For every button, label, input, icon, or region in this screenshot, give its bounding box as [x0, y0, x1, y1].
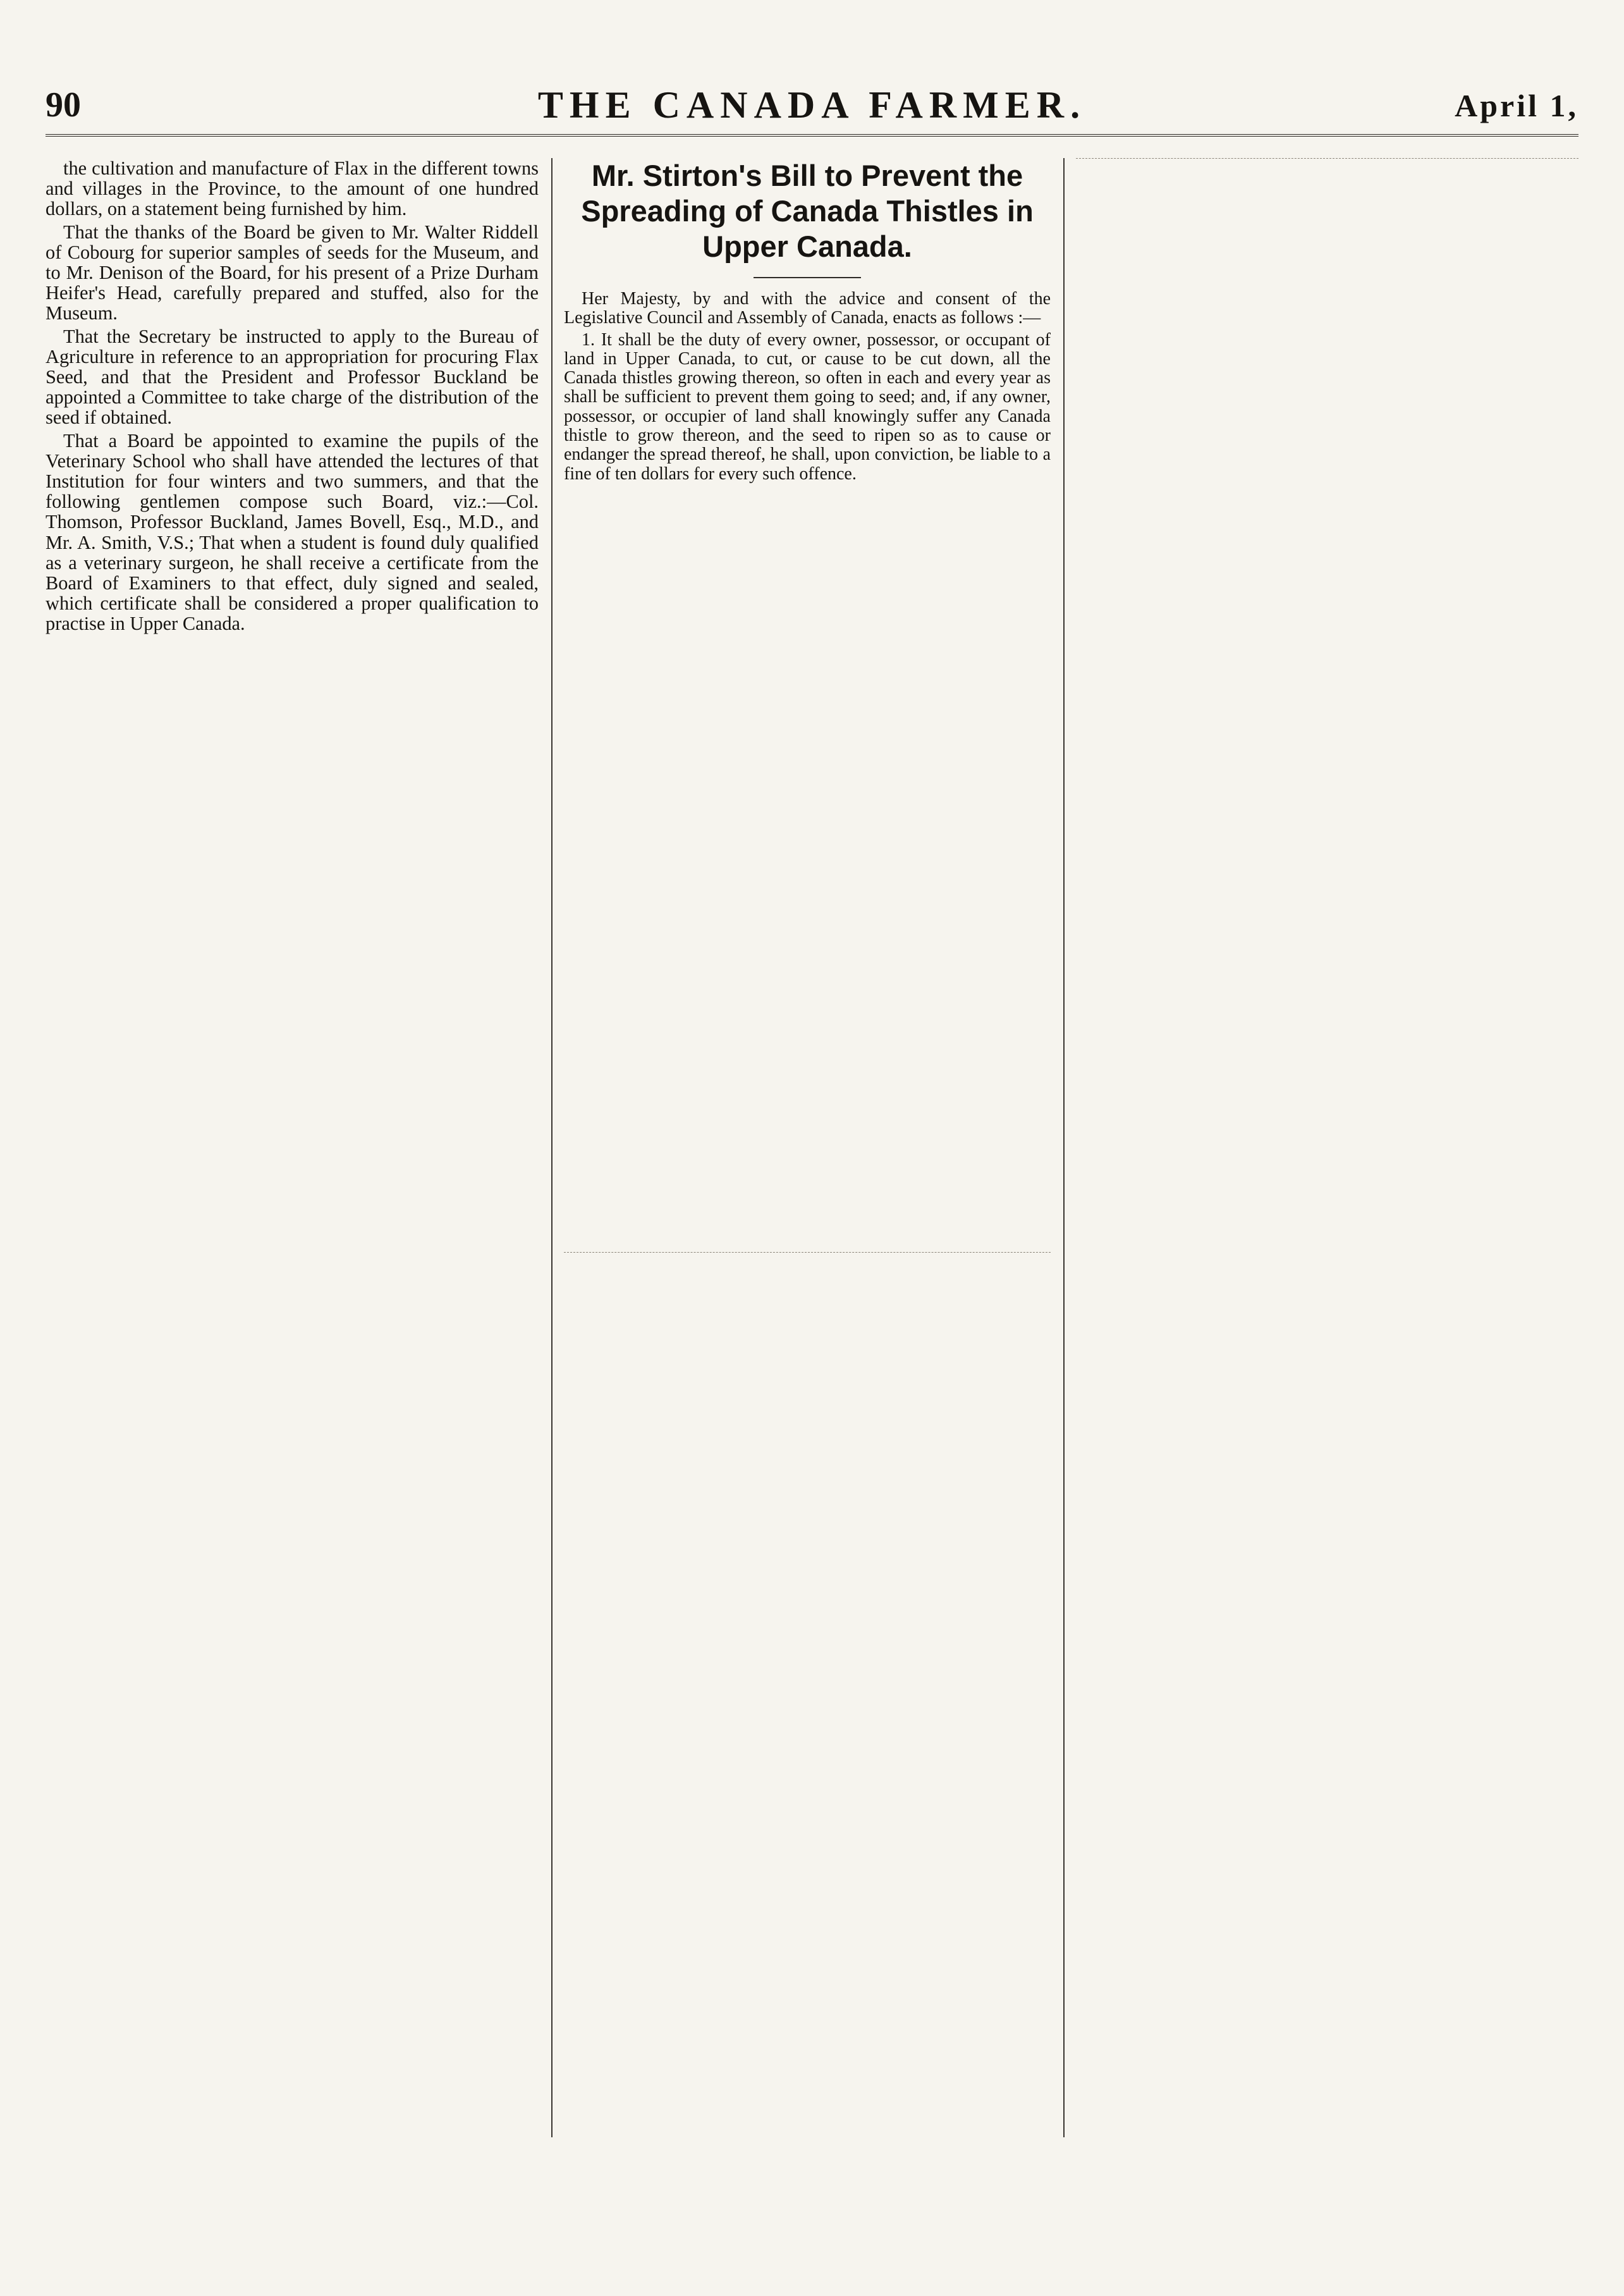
newspaper-title: THE CANADA FARMER. [537, 84, 1087, 126]
column-1 [46, 158, 539, 637]
paragraph: Her Majesty, by and with the advice and consent of the Legislative Council and Assembly of Canada, enacts as follows :— [564, 289, 1051, 328]
paragraph: That a Board be appointed to examine the pupils of the Veterinary School who shall have attended the lectures of that Institution for four winters and two summers, and that the following gentlemen compose such Board, viz.:—Col. Thomson, Professor Buckland, James Bovell, Esq., M.D., and Mr. A. Smith, V.S.; That when a student is found duly qualified as a veterinary surgeon, he shall receive a certificate from the Board of Examiners to that effect, duly signed and sealed, which certificate shall be considered a proper qualification to practise in Upper Canada. [46, 429, 539, 635]
column-2 [564, 158, 1051, 486]
paragraph: That the thanks of the Board be given to Mr. Walter Riddell of Cobourg for superior samples of seeds for the Museum, and to Mr. Denison of the Board, for his present of a Prize Durham Heifer's Head, carefully prepared and stuffed, also for the Museum. [46, 221, 539, 324]
unread-text-region [564, 1252, 1051, 2138]
paragraph: That the Secretary be instructed to apply to the Bureau of Agriculture in reference to an appropriation for procuring Flax Seed, and that the President and Professor Buckland be appointed a Committee to take charge of the distribution of the seed if obtained. [46, 325, 539, 429]
headline-rule [754, 277, 861, 278]
paragraph: the cultivation and manufacture of Flax in the different towns and villages in the Province, to the amount of one hundred dollars, on a statement being furnished by him. [46, 157, 539, 220]
column-rule [551, 158, 553, 2137]
issue-date: April 1, [1455, 88, 1578, 123]
article-headline: Mr. Stirton's Bill to Prevent the Spreading of Canada Thistles in Upper Canada. [581, 159, 1034, 263]
unread-text-region [1076, 158, 1578, 2138]
paragraph: 1. It shall be the duty of every owner, possessor, or occupant of land in Upper Canada, to cut, or cause to be cut down, all the Canada thistles growing thereon, so often in each and every year as shall be sufficient to prevent them going to seed; and, if any owner, possessor, or occupier of land shall knowingly suffer any Canada thistle to grow thereon, and the seed to ripen so as to cause or endanger the spread thereof, he shall, upon conviction, be liable to a fine of ten dollars for every such offence. [564, 329, 1051, 484]
column-rule [1063, 158, 1065, 2137]
masthead [46, 81, 1578, 137]
page-number: 90 [46, 85, 81, 125]
